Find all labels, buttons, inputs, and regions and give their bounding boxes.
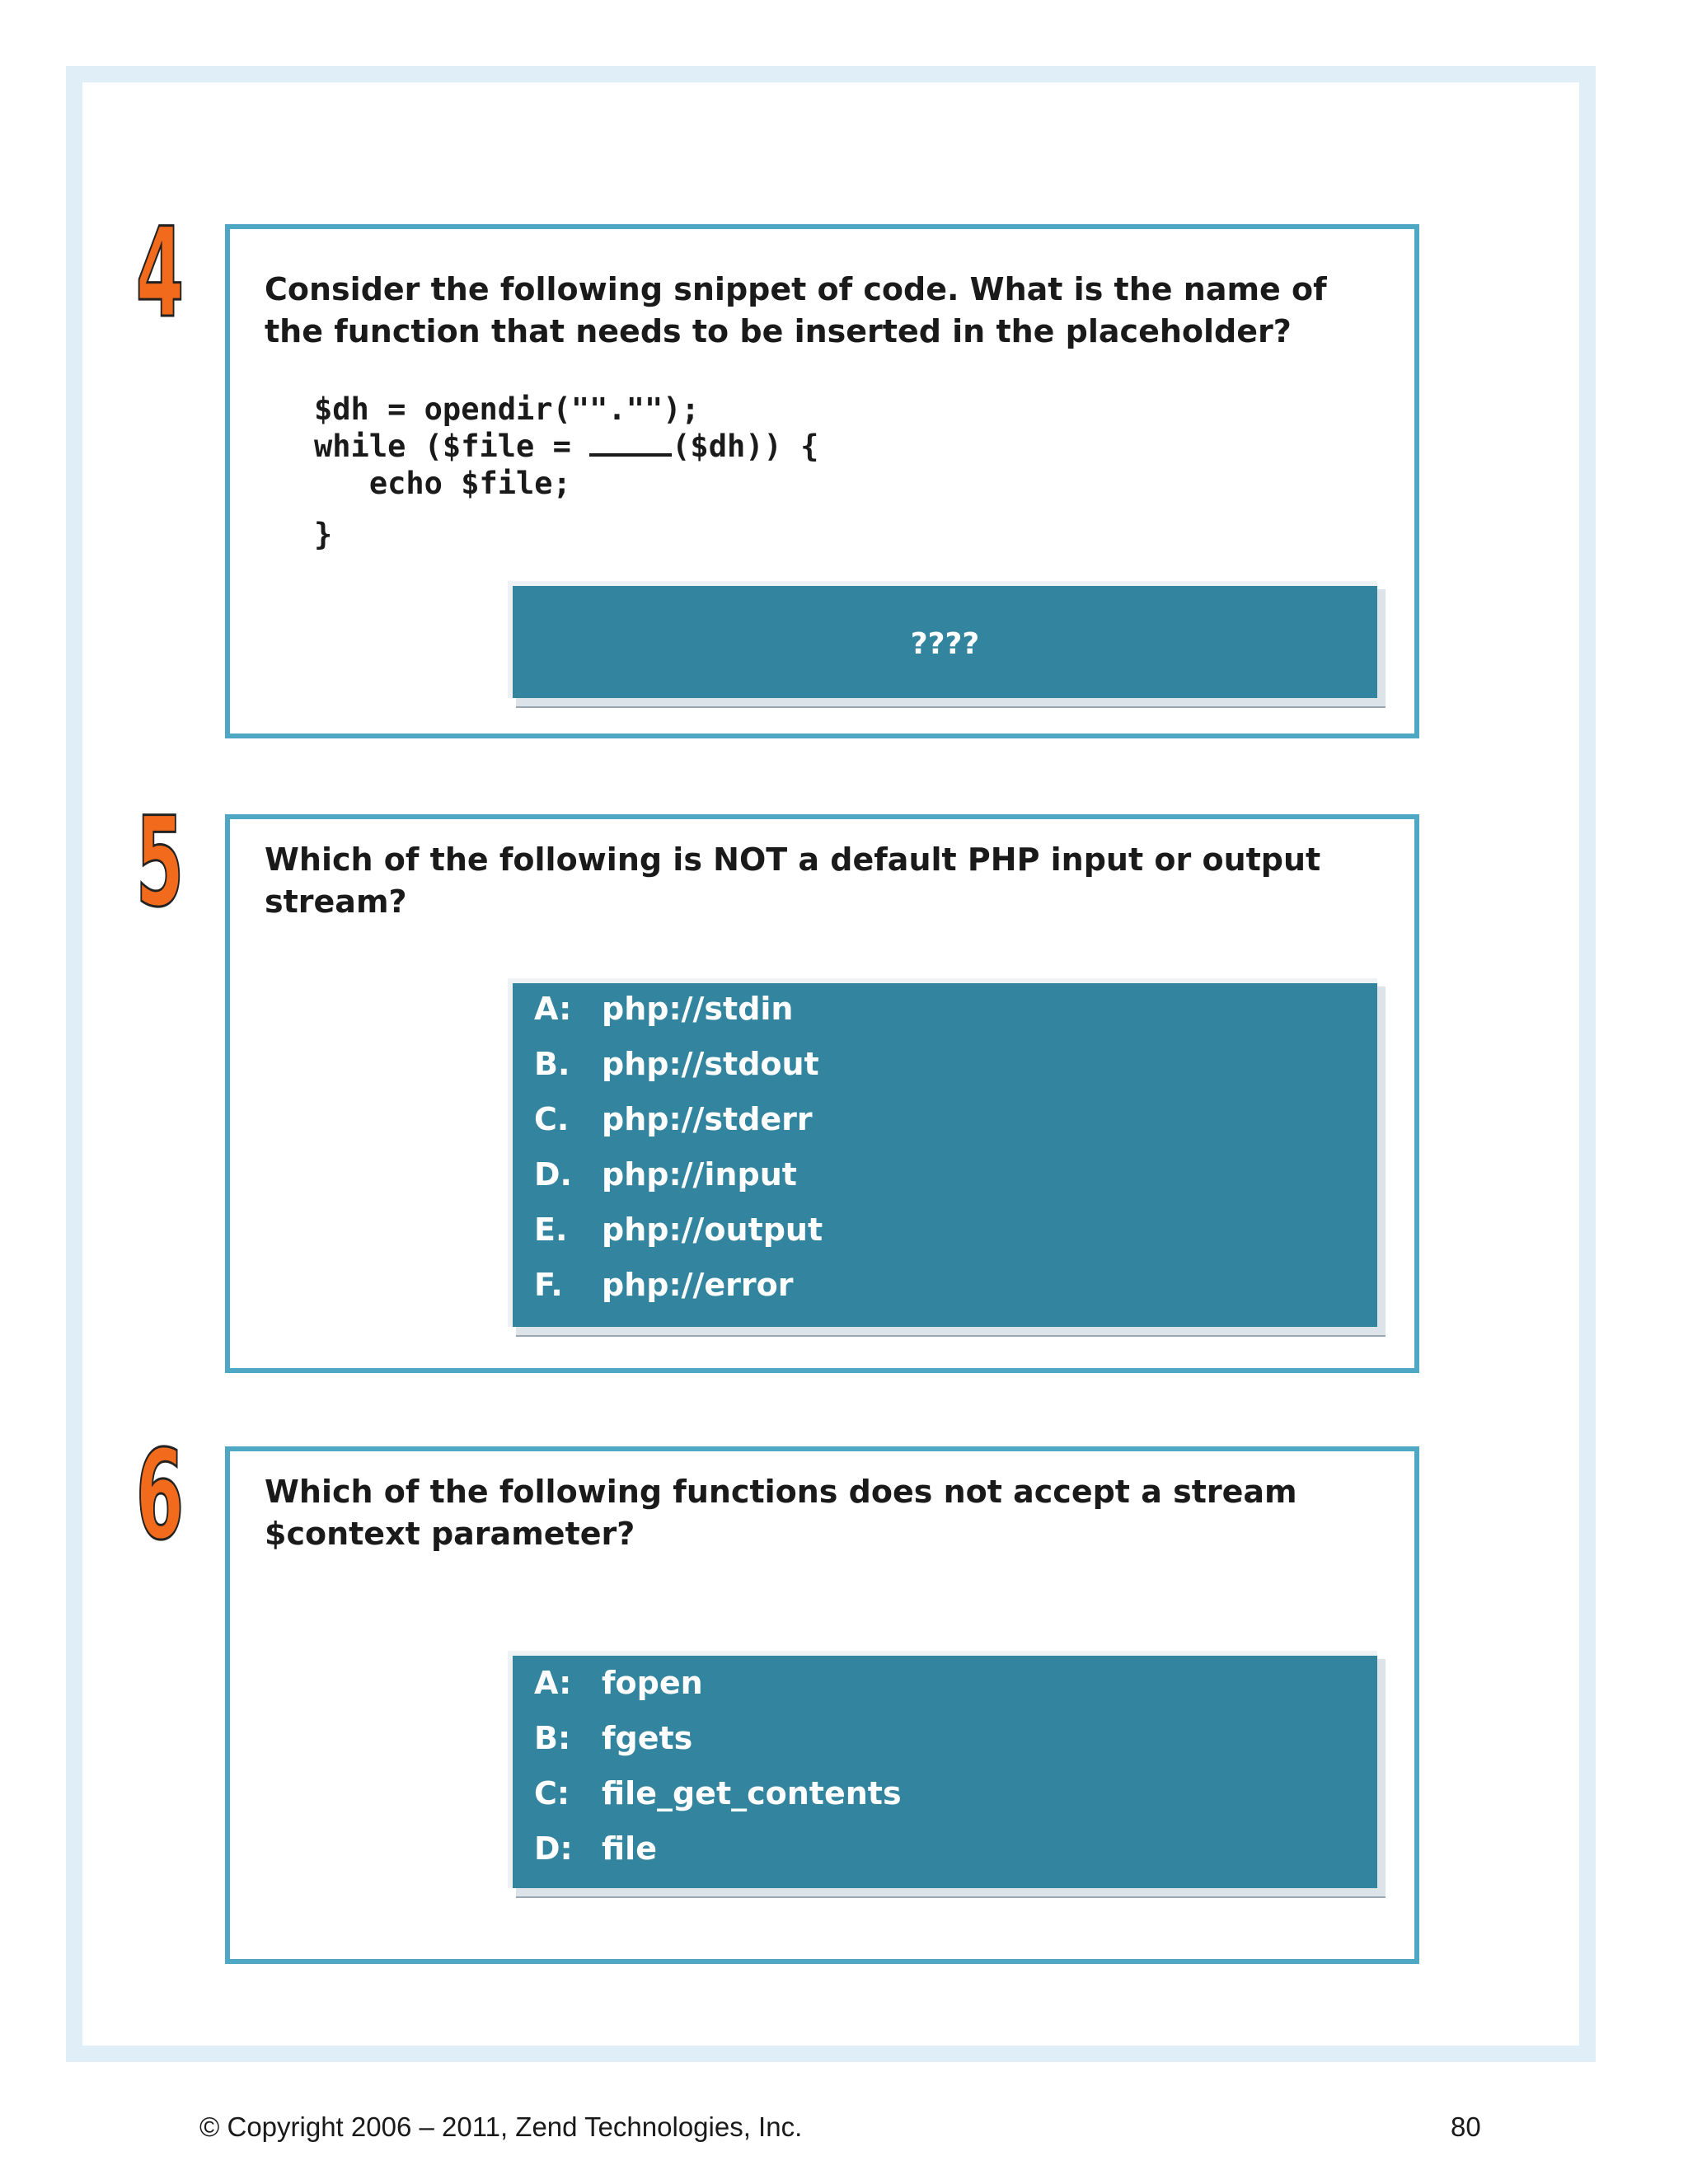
question-number-6: 6 (135, 1424, 185, 1568)
option-a[interactable]: A: php://stdin (534, 991, 794, 1027)
code-placeholder-blank (589, 429, 672, 457)
code-line-4: } (314, 517, 333, 552)
question-text: Which of the following is NOT a default PHP input or output stream? (265, 841, 1321, 920)
question-box-6 (225, 1446, 1419, 1964)
code-line-3: echo $file; (314, 466, 571, 501)
option-d[interactable]: D. php://input (534, 1156, 797, 1193)
answer-box[interactable] (508, 581, 1377, 698)
option-e[interactable]: E. php://output (534, 1212, 823, 1248)
footer-copyright: © Copyright 2006 – 2011, Zend Technologies, Inc. (199, 2111, 803, 2142)
code-line-2-end: ($dh)) { (672, 429, 819, 464)
question-box-5 (225, 814, 1419, 1373)
question-box-4 (225, 224, 1419, 738)
option-b[interactable]: B: fgets (534, 1720, 693, 1756)
page-number: 80 (1451, 2111, 1481, 2142)
question-number-4: 4 (135, 202, 185, 345)
option-f[interactable]: F. php://error (534, 1267, 794, 1303)
answer-options-box (508, 978, 1377, 1327)
option-b[interactable]: B. php://stdout (534, 1046, 819, 1082)
code-line-2 (314, 428, 818, 465)
question-text: Consider the following snippet of code. What is the name of the function that needs to be inserted in the placeholder? (265, 271, 1327, 349)
option-c[interactable]: C: file_get_contents (534, 1775, 902, 1811)
code-line-1: $dh = opendir("".""); (314, 391, 700, 427)
option-a[interactable]: A: fopen (534, 1665, 703, 1701)
option-d[interactable]: D: file (534, 1830, 657, 1867)
code-line-2-start: while ($file = (314, 429, 590, 464)
answer-placeholder: ???? (910, 627, 980, 661)
question-text: Which of the following functions does not accept a stream $context parameter? (265, 1474, 1297, 1552)
question-number-5: 5 (135, 791, 185, 935)
option-c[interactable]: C. php://stderr (534, 1101, 813, 1137)
answer-options-box (508, 1651, 1377, 1888)
